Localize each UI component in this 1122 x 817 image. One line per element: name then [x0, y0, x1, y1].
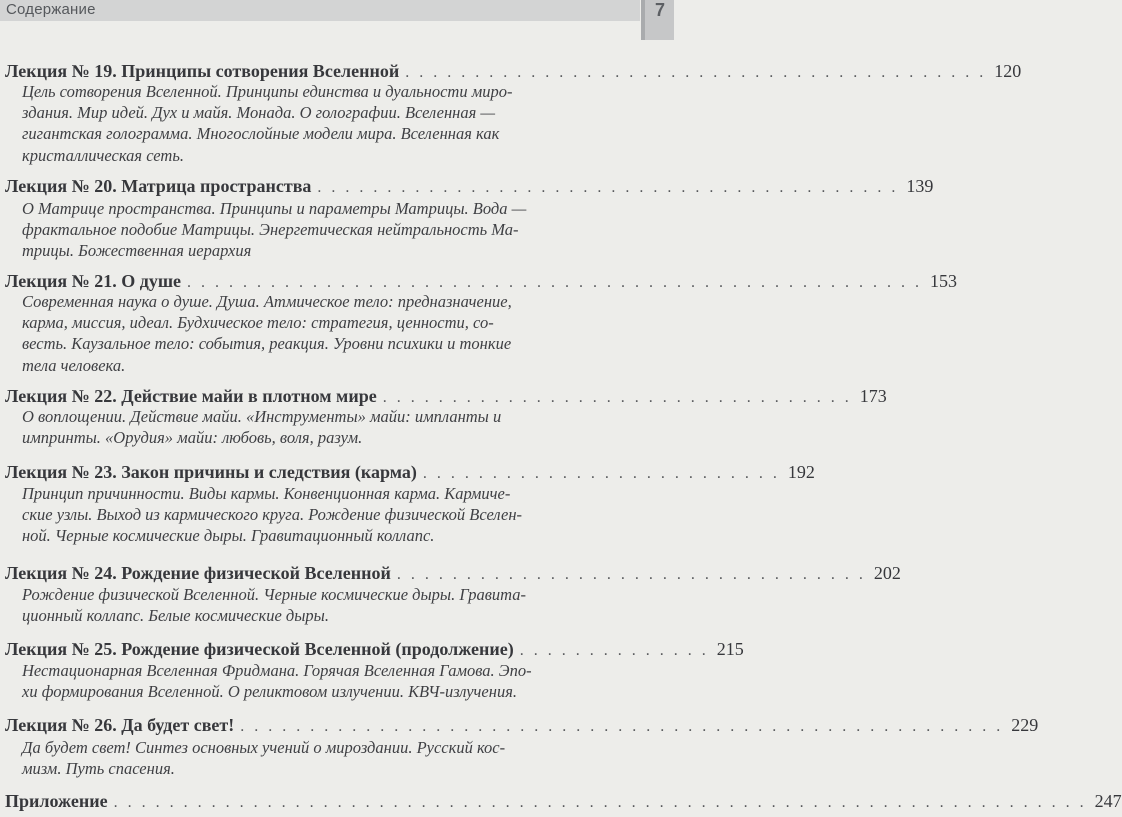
entry-title: Приложение: [5, 791, 108, 811]
leader-dots: . . . . . . . . . . . . . .: [519, 642, 709, 659]
entry-description: Принцип причинности. Виды кармы. Конвенционная карма. Кармиче- ские узлы. Выход из кармического круга. Рождение физической Вселен- ной. Черные космические дыры. Гравитационный коллапс.: [22, 484, 523, 546]
entry-description: Цель сотворения Вселенной. Принципы единства и дуальности миро- здания. Мир идей. Дух и майя. Монада. О голографии. Вселенная — гигантская голограмма. Многослойные модели мира. Вселенная как кристаллическая сеть.: [22, 82, 513, 165]
page-number-tab: [641, 0, 674, 40]
section-title: Содержание: [6, 1, 96, 18]
entry-description: Нестационарная Вселенная Фридмана. Горячая Вселенная Гамова. Эпо- хи формирования Вселенной. О реликтовом излучении. КВЧ-излучения.: [22, 661, 532, 702]
leader-dots: . . . . . . . . . . . . . . . . . . . . . . . . . .: [422, 465, 780, 482]
leader-dots: . . . . . . . . . . . . . . . . . . . . . . . . . . . . . . . . . . . . . . . . . . . . . . . . . . . . . . .: [240, 718, 1004, 735]
leader-dots: . . . . . . . . . . . . . . . . . . . . . . . . . . . . . . . . . . . . . . . . . . . . . . . . . . . . .: [187, 274, 923, 291]
entry-title: Лекция № 23. Закон причины и следствия (карма): [5, 462, 417, 482]
page-number: 7: [655, 0, 666, 20]
entry-page-number: 153: [930, 271, 958, 291]
entry-title: Лекция № 22. Действие майи в плотном мире: [5, 386, 377, 406]
entry-description: О воплощении. Действие майи. «Инструменты» майи: импланты и импринты. «Орудия» майи: любовь, воля, разум.: [22, 407, 502, 448]
leader-dots: . . . . . . . . . . . . . . . . . . . . . . . . . . . . . . . . . . . . . . . . . . . . . . . . . . . . . . . . . . . . . . . . . . . . . .: [113, 794, 1087, 811]
entry-title: Лекция № 19. Принципы сотворения Вселенной: [5, 61, 400, 81]
entry-title: Лекция № 26. Да будет свет!: [5, 715, 235, 735]
entry-description: Да будет свет! Синтез основных учений о мироздании. Русский кос- мизм. Путь спасения.: [22, 738, 506, 779]
entry-page-number: 215: [716, 639, 744, 659]
leader-dots: . . . . . . . . . . . . . . . . . . . . . . . . . . . . . . . . . .: [396, 566, 866, 583]
header-bar: [0, 0, 640, 21]
leader-dots: . . . . . . . . . . . . . . . . . . . . . . . . . . . . . . . . . . . . . . . . . .: [405, 64, 987, 81]
entry-description: Рождение физической Вселенной. Черные космические дыры. Гравита- ционный коллапс. Белые космические дыры.: [22, 585, 527, 626]
entry-page-number: 192: [787, 462, 815, 482]
entry-page-number: 202: [873, 563, 901, 583]
leader-dots: . . . . . . . . . . . . . . . . . . . . . . . . . . . . . . . . . . . . . . . . . .: [317, 179, 899, 196]
entry-title: Лекция № 25. Рождение физической Вселенной (продолжение): [5, 639, 514, 659]
entry-page-number: 173: [859, 386, 887, 406]
page-header: [0, 0, 674, 26]
entry-page-number: 139: [906, 176, 934, 196]
entry-page-number: 247: [1094, 791, 1122, 811]
entry-title: Лекция № 24. Рождение физической Вселенной: [5, 563, 391, 583]
entry-title: Лекция № 21. О душе: [5, 271, 182, 291]
entry-title: Лекция № 20. Матрица пространства: [5, 176, 312, 196]
entry-description: О Матрице пространства. Принципы и параметры Матрицы. Вода — фрактальное подобие Матрицы. Энергетическая нейтральность Ма- трицы. Божественная иерархия: [22, 199, 527, 261]
entry-description: Современная наука о душе. Душа. Атмическое тело: предназначение, карма, миссия, идеал. Будхическое тело: стратегия, ценности, со- весть. Каузальное тело: события, реакция. Уровни психики и тонкие тела человека.: [22, 292, 512, 375]
entry-page-number: 120: [994, 61, 1022, 81]
leader-dots: . . . . . . . . . . . . . . . . . . . . . . . . . . . . . . . . . .: [382, 389, 852, 406]
entry-page-number: 229: [1011, 715, 1039, 735]
